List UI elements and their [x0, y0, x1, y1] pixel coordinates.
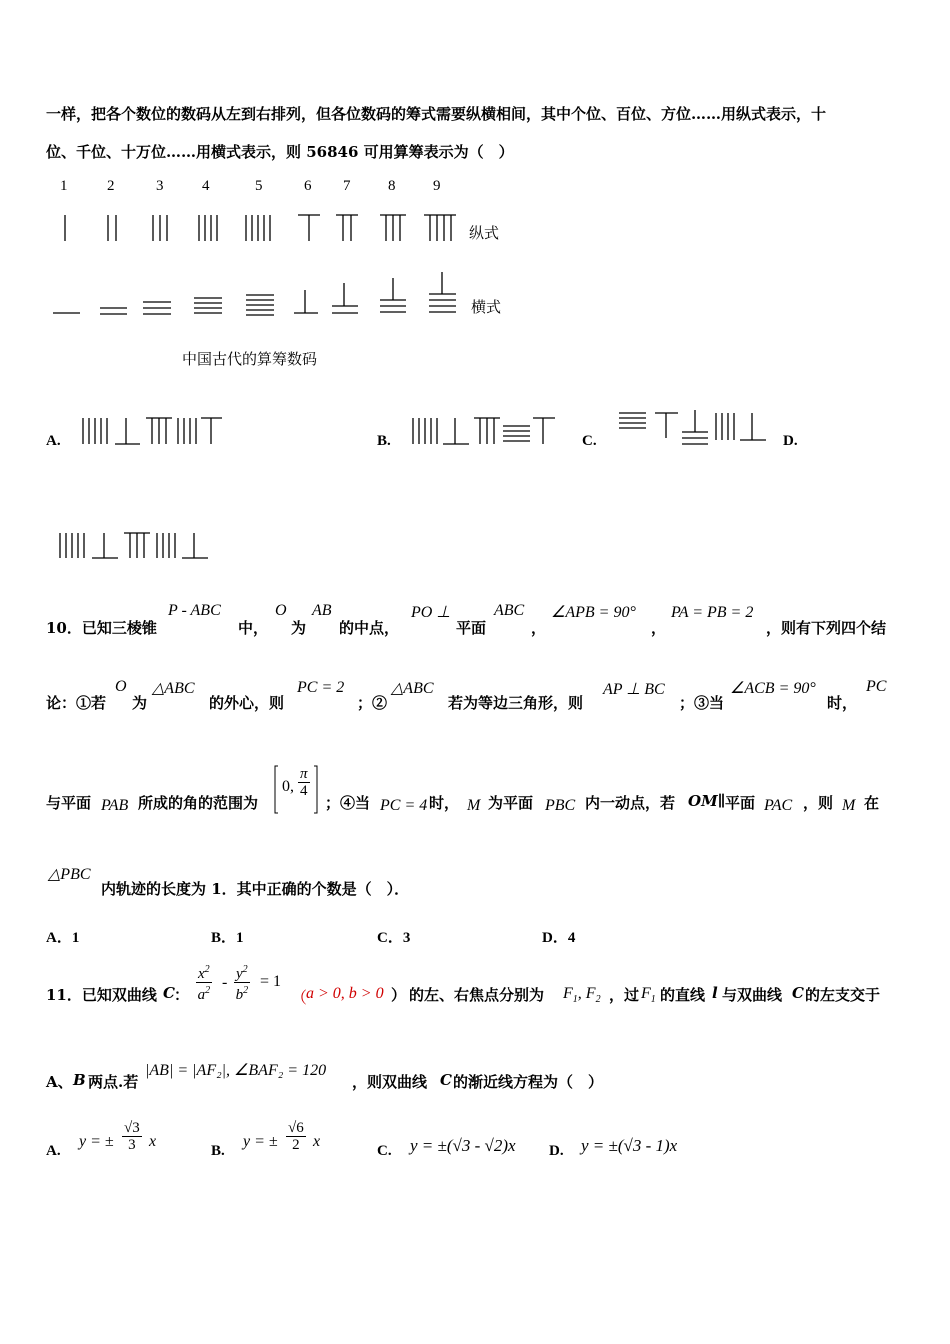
q10-math: P - ABC — [168, 602, 221, 619]
y2-over-b2 — [234, 962, 250, 1003]
option-a-label[interactable]: A. — [46, 433, 61, 449]
equals-one: = 1 — [260, 973, 282, 990]
option-b-label[interactable]: B. — [377, 433, 391, 449]
q11-text: 的渐近线方程为（ ） — [453, 1073, 604, 1091]
q10-text: 的外心，则 — [209, 694, 285, 712]
q10-math: AB — [312, 602, 332, 619]
q10-text: 在 — [864, 794, 880, 812]
q10-option-c[interactable]: C．3 — [377, 930, 411, 946]
fraction-denominator: $b^2$ — [235, 985, 249, 1003]
horizontal-style-label: 横式 — [471, 298, 502, 316]
q10-text: 内轨迹的长度为 1．其中正确的个数是（ ）． — [101, 880, 410, 898]
q11-option-a: y = ± — [79, 1133, 114, 1150]
right-bracket — [313, 765, 323, 815]
q11-foci: $F_1$, $F_2$ — [563, 985, 601, 1006]
q10-text: 平面 — [456, 619, 487, 637]
x2-over-a2 — [196, 962, 212, 1003]
q10-text: ， — [651, 619, 667, 637]
fraction-numerator: √6 — [288, 1120, 304, 1136]
q9-intro-line1: 一样，把各个数位的数码从左到右排列，但各位数码的筹式需要纵横相间，其中个位、百位、方位……用纵式表示，十 — [46, 105, 827, 123]
q10-math: AP ⊥ BC — [603, 681, 665, 698]
option-b-rods — [413, 418, 555, 444]
q10-math: ABC — [494, 602, 525, 619]
fraction-denominator: $a^2$ — [197, 985, 211, 1003]
fraction-denominator: 3 — [128, 1137, 136, 1153]
q11-text: ，则双曲线 — [352, 1073, 428, 1091]
option-d-label[interactable]: D. — [783, 433, 798, 449]
pi-over-4-fraction — [298, 766, 310, 799]
q11-option-b-label[interactable]: B. — [211, 1143, 225, 1159]
q10-math: 0, — [282, 778, 294, 795]
q11-f1: $F_1$ — [641, 985, 656, 1006]
q10-text: 时， — [827, 694, 858, 712]
digit-label: 7 — [343, 178, 351, 194]
q10-option-a[interactable]: A．1 — [46, 930, 80, 946]
digit-label: 5 — [255, 178, 263, 194]
q10-math: PC — [866, 678, 887, 695]
q11-text: B — [73, 1071, 86, 1089]
q10-math: △ABC — [152, 680, 195, 697]
q11-text: ： — [174, 986, 190, 1004]
vertical-style-label: 纵式 — [469, 224, 500, 242]
q10-math: △PBC — [48, 866, 91, 883]
option-c-label[interactable]: C. — [582, 433, 597, 449]
q10-text: 若为等边三角形，则 — [448, 694, 584, 712]
q10-text: ， — [531, 619, 547, 637]
fraction-numerator: $x^2$ — [198, 964, 210, 982]
q11-text: 两点.若 — [88, 1073, 139, 1091]
q10-text: ；④当 — [325, 794, 371, 812]
q11-option-a-label[interactable]: A. — [46, 1143, 61, 1159]
q10-text: 为平面 — [488, 794, 534, 812]
q10-text: 内一动点，若 — [585, 794, 676, 812]
q10-math: M — [842, 797, 856, 814]
digit-label: 2 — [107, 178, 115, 194]
q10-math: PBC — [545, 797, 576, 814]
q11-text: 的左支交于 — [805, 986, 881, 1004]
q11-text: ，过 — [609, 986, 640, 1004]
digit-label: 6 — [304, 178, 312, 194]
q11-text: ） — [391, 986, 407, 1004]
q10-math: PC = 4 — [380, 797, 428, 814]
var-x: x — [313, 1133, 321, 1150]
q10-option-b[interactable]: B．1 — [211, 930, 244, 946]
q10-text: ，则 — [803, 794, 834, 812]
q10-text: 中， — [238, 619, 269, 637]
digit-label: 4 — [202, 178, 210, 194]
q10-math: PAB — [101, 797, 129, 814]
minus-sign: - — [222, 974, 228, 991]
q10-text: 时， — [429, 794, 460, 812]
q11-text: l — [712, 984, 718, 1002]
sqrt6-over-2 — [286, 1120, 306, 1153]
q11-text: 11．已知双曲线 — [46, 986, 157, 1004]
q10-math: ∠ACB = 90° — [730, 680, 816, 697]
q10-text: ，则有下列四个结 — [766, 619, 887, 637]
digit-label: 9 — [433, 178, 441, 194]
digit-label: 8 — [388, 178, 396, 194]
fraction-denominator: 2 — [292, 1137, 300, 1153]
q11-text: C — [163, 984, 175, 1002]
q10-text: 10．已知三棱锥 — [46, 619, 157, 637]
q11-text: A、 — [46, 1073, 73, 1091]
option-c-rods — [619, 410, 766, 444]
fraction-numerator: √3 — [124, 1120, 140, 1136]
q10-math: △ABC — [391, 680, 434, 697]
q9-option-rods — [0, 0, 950, 600]
digit-label: 3 — [156, 178, 164, 194]
option-d-rods — [60, 533, 208, 558]
q10-math: PC = 2 — [297, 679, 345, 696]
condition-open: （ — [291, 990, 308, 1007]
q10-text: ；② — [357, 694, 388, 712]
q11-option-d: y = ±(√3 - 1)x — [581, 1136, 678, 1155]
q10-text: 为 — [132, 694, 148, 712]
q10-text: 为 — [291, 619, 307, 637]
q10-text: ；③当 — [679, 694, 725, 712]
q10-text: OM∥ — [688, 792, 726, 810]
fraction-numerator: $y^2$ — [236, 964, 248, 982]
figure-caption: 中国古代的算筹数码 — [182, 350, 318, 368]
q9-intro-line2: 位、千位、十万位……用横式表示，则 56846 可用算筹表示为（ ） — [46, 143, 514, 161]
q11-option-b: y = ± — [243, 1133, 278, 1150]
q10-text: 的中点， — [339, 619, 400, 637]
q10-math: PO ⊥ — [411, 604, 451, 621]
q11-text: 的左、右焦点分别为 — [409, 986, 545, 1004]
q11-text: 的直线 — [660, 986, 706, 1004]
q11-option-c-label[interactable]: C. — [377, 1143, 392, 1159]
q10-text: 平面 — [725, 794, 756, 812]
q11-text: 与双曲线 — [722, 986, 783, 1004]
q11-option-c: y = ±(√3 - √2)x — [410, 1136, 516, 1155]
sqrt3-over-3 — [122, 1120, 142, 1153]
q10-math: O — [275, 602, 287, 619]
q11-condition: |AB| = |AF₂|, ∠BAF₂ = 120 — [145, 1062, 327, 1079]
q10-math: PA = PB = 2 — [671, 604, 754, 621]
q10-option-d[interactable]: D．4 — [542, 930, 576, 946]
q10-math: O — [115, 678, 127, 695]
q11-text: C — [792, 984, 804, 1002]
option-a-rods — [83, 418, 222, 444]
q11-option-d-label[interactable]: D. — [549, 1143, 564, 1159]
digit-label: 1 — [60, 178, 68, 194]
q10-text: 与平面 — [46, 794, 92, 812]
q10-text: 论：①若 — [46, 694, 107, 712]
condition: a > 0, b > 0 — [306, 985, 384, 1002]
fraction-denominator: 4 — [300, 783, 308, 799]
q11-text: C — [440, 1071, 452, 1089]
q10-text: 所成的角的范围为 — [138, 794, 259, 812]
q10-math: M — [467, 797, 481, 814]
q10-math: ∠APB = 90° — [551, 604, 636, 621]
var-x: x — [149, 1133, 157, 1150]
q10-math: PAC — [764, 797, 793, 814]
fraction-numerator: π — [300, 766, 308, 782]
